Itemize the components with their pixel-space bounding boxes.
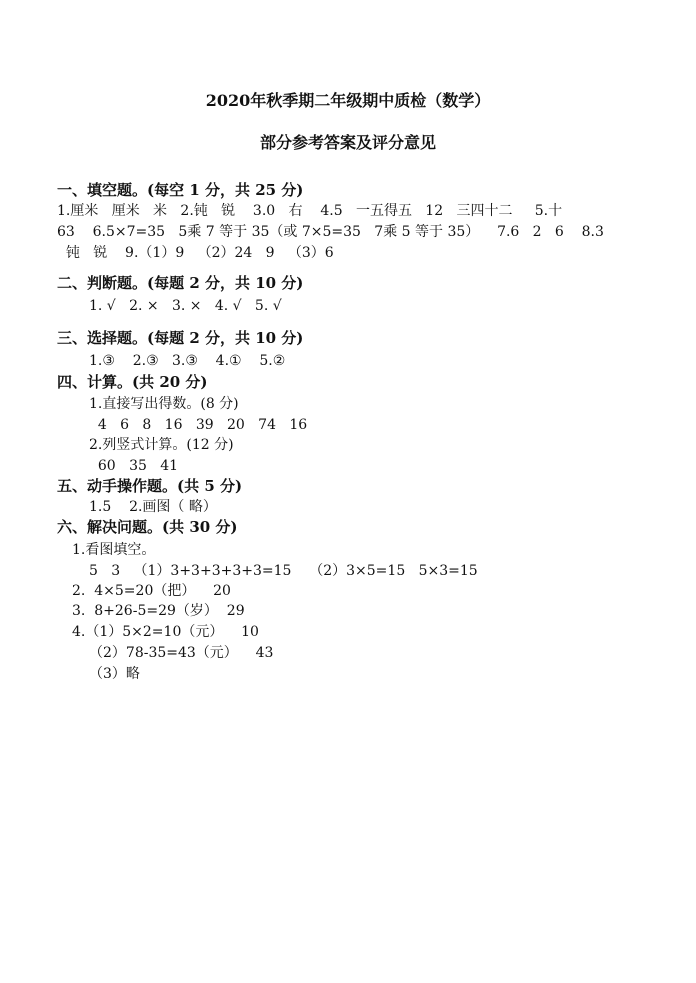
- section-heading-problem-solving: 六、解决问题。(共 30 分): [57, 518, 238, 536]
- section-heading-hands-on: 五、动手操作题。(共 5 分): [57, 477, 243, 495]
- answer-line: 5 3 （1）3+3+3+3+3=15 （2）3×5=15 5×3=15: [89, 563, 478, 579]
- answer-line: 2. 4×5=20（把） 20: [72, 583, 231, 599]
- section-heading-multiple-choice: 三、选择题。(每题 2 分，共 10 分): [57, 329, 304, 347]
- answer-line: 4.（1）5×2=10（元） 10: [72, 624, 259, 640]
- section-heading-fill-blank: 一、填空题。(每空 1 分，共 25 分): [57, 181, 304, 199]
- answer-line: 2.列竖式计算。(12 分): [89, 437, 234, 453]
- answer-line: 60 35 41: [89, 458, 179, 474]
- answer-line: 1.厘米 厘米 米 2.钝 锐 3.0 右 4.5 一五得五 12 三四十二 5.十: [57, 203, 563, 219]
- document-subtitle: 部分参考答案及评分意见: [259, 133, 436, 152]
- answer-line: 63 6.5×7=35 5乘 7 等于 35（或 7×5=35 7乘 5 等于 35） 7.6 2 6 8.3: [57, 224, 604, 240]
- answer-line: 1.③ 2.③ 3.③ 4.① 5.②: [89, 353, 286, 369]
- answer-line: （3）略: [89, 666, 140, 682]
- answer-line: 3. 8+26-5=29（岁） 29: [72, 603, 245, 619]
- answer-line: 钝 锐 9.（1）9 （2）24 9 （3）6: [57, 245, 334, 261]
- answer-line: 1. √ 2. × 3. × 4. √ 5. √: [89, 298, 282, 314]
- answer-line: 1.看图填空。: [72, 542, 156, 558]
- section-heading-calculation: 四、计算。(共 20 分): [57, 373, 208, 391]
- section-heading-true-false: 二、判断题。(每题 2 分，共 10 分): [57, 274, 304, 292]
- answer-line: 1.5 2.画图（ 略）: [89, 499, 217, 515]
- answer-line: （2）78-35=43（元） 43: [89, 645, 274, 661]
- answer-line: 4 6 8 16 39 20 74 16: [89, 417, 308, 433]
- document-title: 2020年秋季期二年级期中质检（数学）: [205, 91, 491, 110]
- answer-line: 1.直接写出得数。(8 分): [89, 396, 239, 412]
